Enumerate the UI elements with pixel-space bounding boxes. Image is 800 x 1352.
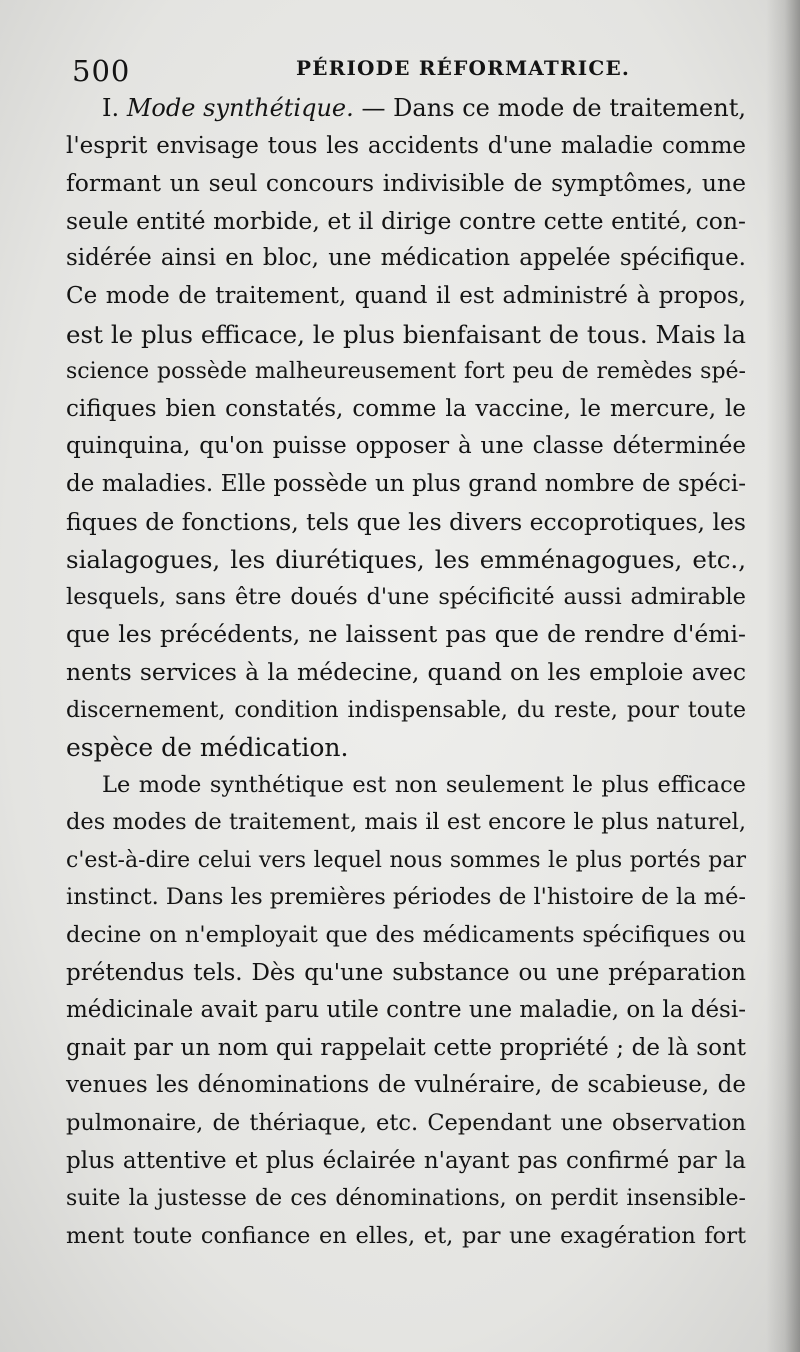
text-line: l'esprit envisage tous les accidents d'une maladie comme xyxy=(66,132,746,159)
text-line: prétendus tels. Dès qu'une substance ou une préparation xyxy=(66,959,746,986)
text-line: c'est-à-dire celui vers lequel nous sommes le plus portés par xyxy=(66,847,746,873)
text-line: instinct. Dans les premières périodes de l'histoire de la mé- xyxy=(66,884,746,911)
text-line-fragment: — Dans ce mode de traitement, xyxy=(361,94,746,122)
text-line: plus attentive et plus éclairée n'ayant pas confirmé par la xyxy=(66,1147,746,1174)
section-heading: Mode synthétique. xyxy=(126,94,354,122)
text-line: pulmonaire, de thériaque, etc. Cependant une observation xyxy=(66,1110,746,1137)
text-line: médicinale avait paru utile contre une maladie, on la dési- xyxy=(66,997,746,1024)
paragraph-mode-naturel xyxy=(66,767,746,1256)
text-line: gnait par un nom qui rappelait cette propriété ; de là sont xyxy=(66,1034,746,1061)
text-line: sialagogues, les diurétiques, les emménagogues, etc., xyxy=(66,545,746,575)
text-line: Le mode synthétique est non seulement le plus efficace xyxy=(102,771,746,798)
text-line: suite la justesse de ces dénominations, on perdit insensible- xyxy=(66,1186,746,1212)
text-line: fiques de fonctions, tels que les divers eccoprotiques, les xyxy=(66,507,746,536)
text-line: de maladies. Elle possède un plus grand nombre de spéci- xyxy=(66,470,746,497)
text-line: est le plus efficace, le plus bienfaisant de tous. Mais la xyxy=(66,319,746,349)
text-line: science possède malheureusement fort peu de remèdes spé- xyxy=(66,359,746,385)
text-line: des modes de traitement, mais il est encore le plus naturel, xyxy=(66,809,746,836)
paragraph-mode-synthetique xyxy=(66,90,746,767)
text-line: formant un seul concours indivisible de symptômes, une xyxy=(66,169,746,198)
text-line: venues les dénominations de vulnéraire, de scabieuse, de xyxy=(66,1072,746,1099)
text-line: decine on n'employait que des médicaments spécifiques ou xyxy=(66,922,746,949)
text-line xyxy=(66,90,746,128)
text-line: quinquina, qu'on puisse opposer à une classe déterminée xyxy=(66,433,746,460)
page-header xyxy=(72,50,762,90)
section-number: I. xyxy=(102,94,120,122)
body-text xyxy=(66,90,746,1255)
text-line: nents services à la médecine, quand on les emploie avec xyxy=(66,657,746,686)
running-head: PÉRIODE RÉFORMATRICE. xyxy=(296,56,631,80)
text-line: cifiques bien constatés, comme la vaccine, le mercure, le xyxy=(66,395,746,422)
text-line: Ce mode de traitement, quand il est administré à propos, xyxy=(66,282,746,309)
text-line: seule entité morbide, et il dirige contre cette entité, con- xyxy=(66,206,746,235)
text-line: lesquels, sans être doués d'une spécificité aussi admirable xyxy=(66,583,746,610)
text-line: espèce de médication. xyxy=(66,733,349,763)
page-number: 500 xyxy=(72,54,131,88)
text-line: que les précédents, ne laissent pas que de rendre d'émi- xyxy=(66,620,746,649)
text-line: discernement, condition indispensable, du reste, pour toute xyxy=(66,697,746,723)
text-line: sidérée ainsi en bloc, une médication appelée spécifique. xyxy=(66,245,746,272)
page-edge-shadow xyxy=(766,0,800,1352)
text-line: ment toute confiance en elles, et, par une exagération fort xyxy=(66,1222,746,1249)
